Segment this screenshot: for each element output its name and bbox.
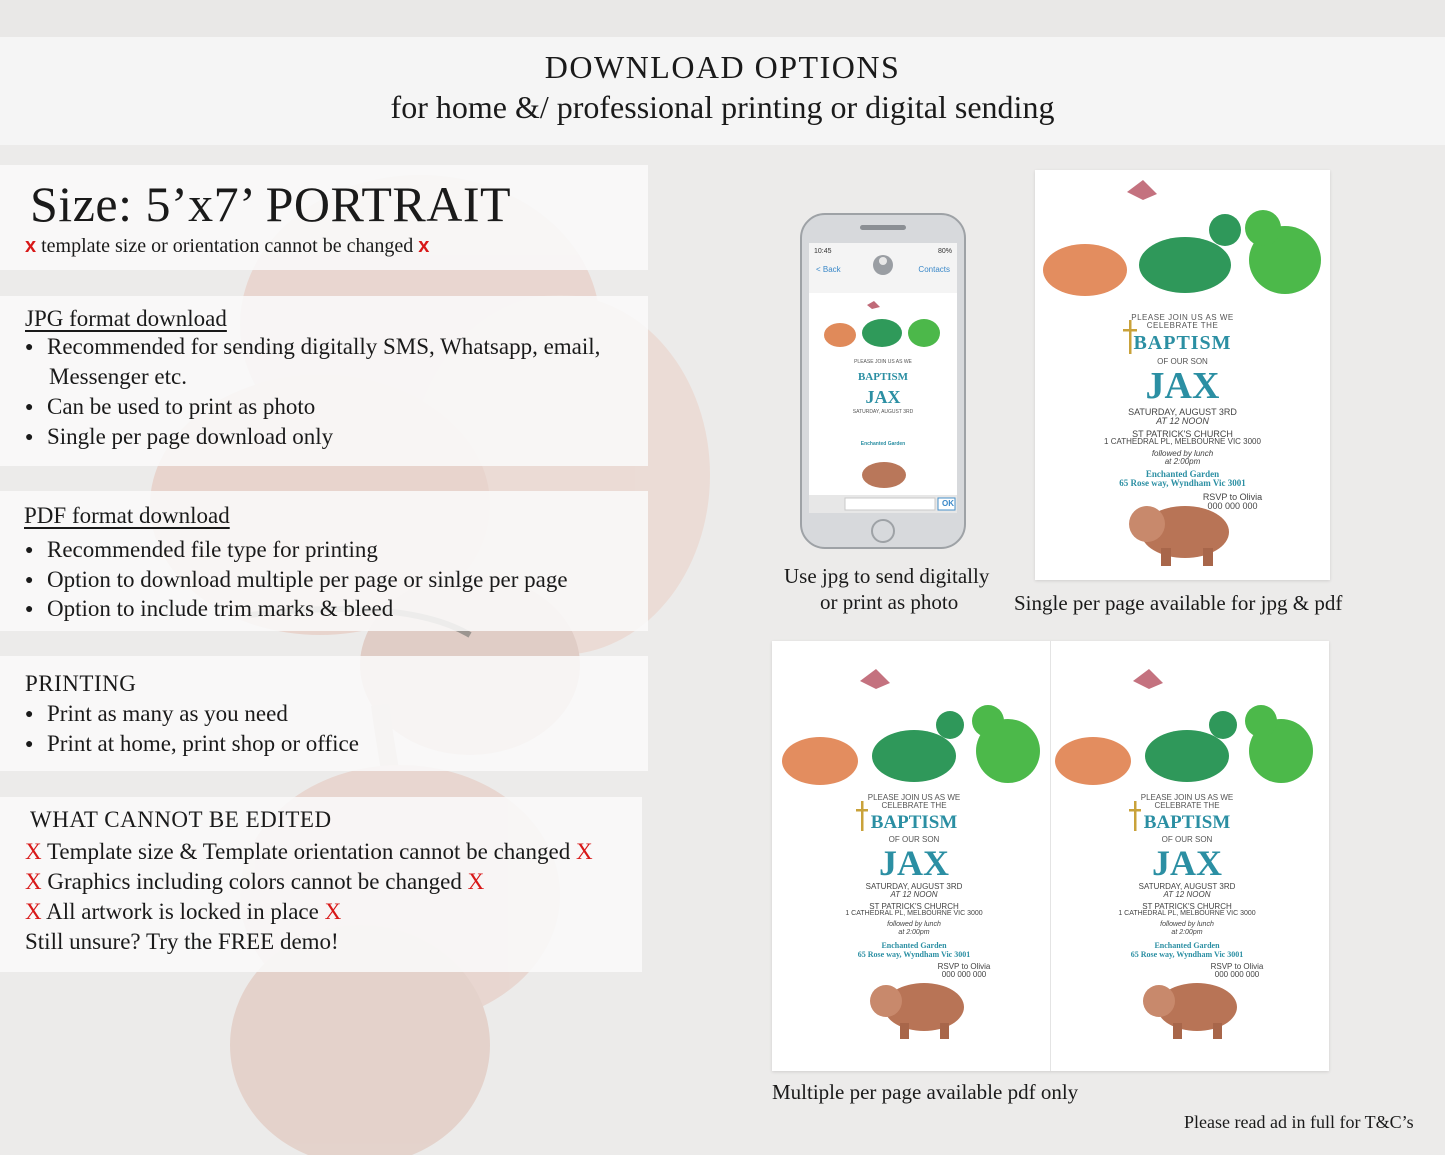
list-item: X Template size & Template orientation cannot be changed X (25, 839, 593, 864)
dinosaur-group-icon (1035, 170, 1330, 310)
caption-phone-2: or print as photo (820, 590, 959, 614)
invite-church-address: 1 CATHEDRAL PL, MELBOURNE VIC 3000 (1104, 437, 1261, 446)
invite-date: SATURDAY, AUGUST 3RD (865, 882, 963, 891)
x-mark-icon: x (25, 235, 37, 257)
back-button[interactable]: < Back (816, 265, 841, 274)
invite-event: BAPTISM (870, 812, 958, 833)
invite-intro-2: CELEBRATE THE (881, 801, 947, 810)
send-button[interactable]: OK (942, 499, 954, 508)
list-item: ● Can be used to print as photo (25, 394, 316, 419)
list-item: ● Option to download multiple per page or sinlge per page (25, 567, 568, 592)
invite-date: SATURDAY, AUGUST 3RD (1138, 882, 1236, 891)
top-band (0, 0, 1445, 37)
x-mark-icon: X (467, 869, 485, 894)
invite-lunch-time: at 2:00pm (898, 929, 930, 936)
terms-note: Please read ad in full for T&C’s (1184, 1112, 1414, 1132)
dinosaur-group-icon (780, 651, 1048, 791)
phone-time: 10:45 (814, 248, 832, 255)
pdf-panel (0, 491, 648, 631)
invite-rsvp: RSVP to Olivia (1202, 492, 1263, 502)
phone-invite-event: BAPTISM (857, 371, 909, 383)
invite-rsvp: RSVP to Olivia (1210, 962, 1264, 971)
caption-phone-1: Use jpg to send digitally (784, 564, 990, 588)
invite-intro-1: PLEASE JOIN US AS WE (1140, 793, 1234, 802)
page-subtitle: for home &/ professional printing or digital sending (390, 89, 1055, 125)
sheet-invitation-left (780, 651, 1048, 1049)
size-panel (0, 165, 648, 270)
size-note (25, 235, 429, 258)
x-mark-icon: X (25, 899, 42, 924)
x-mark-icon: X (575, 839, 593, 864)
invite-phone: 000 000 000 (1207, 501, 1258, 511)
demo-note: Still unsure? Try the FREE demo! (25, 929, 339, 954)
invite-venue: Enchanted Garden (1154, 941, 1220, 950)
contacts-button[interactable]: Contacts (918, 265, 950, 274)
x-mark-icon: x (418, 235, 430, 257)
bullet-icon: ● (25, 602, 34, 617)
list-item: ● Option to include trim marks & bleed (25, 596, 394, 621)
bullet-icon: ● (25, 573, 34, 588)
invite-followed: followed by lunch (887, 921, 941, 928)
list-item: ● Single per page download only (25, 424, 334, 449)
invite-church: ST PATRICK'S CHURCH (1132, 429, 1233, 439)
invite-venue: Enchanted Garden (881, 941, 947, 950)
invite-time: AT 12 NOON (1163, 890, 1211, 899)
printing-heading: PRINTING (25, 671, 137, 696)
bullet-icon: ● (25, 707, 34, 722)
x-mark-icon: X (25, 869, 42, 894)
bullet-icon: ● (25, 400, 34, 415)
cannot-edit-heading: WHAT CANNOT BE EDITED (30, 807, 332, 832)
x-mark-icon: X (324, 899, 342, 924)
invite-of: OF OUR SON (1157, 357, 1208, 366)
jpg-heading: JPG format download (25, 306, 227, 331)
invite-phone: 000 000 000 (1214, 970, 1260, 979)
bullet-icon: ● (25, 543, 34, 558)
bullet-icon: ● (25, 340, 34, 355)
single-invitation-card (1035, 170, 1330, 580)
dinosaur-group-icon (812, 297, 954, 357)
caption-multiple: Multiple per page available pdf only (772, 1080, 1079, 1104)
multiple-invitation-sheet (772, 641, 1329, 1071)
list-item: ● Recommended for sending digitally SMS, Whatsapp, email, (25, 334, 601, 359)
invite-church: ST PATRICK'S CHURCH (1142, 902, 1232, 911)
pdf-heading: PDF format download (24, 503, 230, 528)
trim-line (1050, 641, 1051, 1071)
list-item: Messenger etc. (49, 364, 187, 389)
header (0, 37, 1445, 145)
invite-rsvp: RSVP to Olivia (937, 962, 991, 971)
invite-intro-1: PLEASE JOIN US AS WE (1131, 313, 1234, 322)
list-item: X All artwork is locked in place X (25, 899, 342, 924)
invite-venue: Enchanted Garden (1145, 469, 1220, 479)
invite-of: OF OUR SON (888, 835, 940, 844)
invite-intro-2: CELEBRATE THE (1154, 801, 1220, 810)
phone-invite-venue: Enchanted Garden (860, 441, 906, 447)
triceratops-icon (864, 969, 968, 1043)
invite-phone: 000 000 000 (941, 970, 987, 979)
invite-intro-2: CELEBRATE THE (1146, 321, 1219, 330)
phone-invite-name: JAX (865, 387, 901, 407)
invite-church-address: 1 CATHEDRAL PL, MELBOURNE VIC 3000 (845, 910, 983, 917)
invite-name: JAX (1145, 365, 1220, 407)
printing-panel (0, 656, 648, 771)
list-item: ● Print as many as you need (25, 701, 288, 726)
invite-followed: followed by lunch (1151, 449, 1214, 458)
list-item: ● Print at home, print shop or office (25, 731, 359, 756)
caption-single: Single per page available for jpg & pdf (1014, 591, 1343, 615)
invite-church-address: 1 CATHEDRAL PL, MELBOURNE VIC 3000 (1118, 910, 1256, 917)
invite-lunch-time: at 2:00pm (1171, 929, 1203, 936)
invite-name: JAX (879, 843, 949, 883)
phone-invite-intro: PLEASE JOIN US AS WE (854, 359, 912, 365)
invite-event: BAPTISM (1143, 812, 1231, 833)
size-note-text: template size or orientation cannot be changed (41, 235, 414, 257)
cannot-edit-panel (0, 797, 642, 972)
invite-venue-address: 65 Rose way, Wyndham Vic 3001 (1130, 950, 1244, 959)
phone-battery: 80% (937, 248, 952, 255)
phone-invite-date: SATURDAY, AUGUST 3RD (852, 409, 914, 415)
invite-venue-address: 65 Rose way, Wyndham Vic 3001 (1119, 478, 1246, 488)
invite-name: JAX (1152, 843, 1222, 883)
triceratops-icon (1137, 969, 1241, 1043)
invite-lunch-time: at 2:00pm (1164, 457, 1201, 466)
triceratops-icon (858, 455, 910, 491)
bullet-icon: ● (25, 737, 34, 752)
jpg-panel (0, 296, 648, 466)
triceratops-icon (1123, 488, 1233, 570)
invite-date: SATURDAY, AUGUST 3RD (1128, 407, 1237, 417)
dinosaur-group-icon (1053, 651, 1321, 791)
sheet-invitation-right (1053, 651, 1321, 1049)
invite-time: AT 12 NOON (890, 890, 938, 899)
invite-event: BAPTISM (1133, 332, 1232, 354)
x-mark-icon: X (25, 839, 42, 864)
size-title: Size: 5’x7’ PORTRAIT (30, 176, 512, 232)
invite-venue-address: 65 Rose way, Wyndham Vic 3001 (857, 950, 971, 959)
phone-mockup (800, 213, 966, 549)
list-item: X Graphics including colors cannot be changed X (25, 869, 485, 894)
invite-intro-1: PLEASE JOIN US AS WE (867, 793, 961, 802)
bullet-icon: ● (25, 430, 34, 445)
invite-time: AT 12 NOON (1156, 416, 1209, 426)
invite-of: OF OUR SON (1161, 835, 1213, 844)
list-item: ● Recommended file type for printing (25, 537, 378, 562)
invite-church: ST PATRICK'S CHURCH (869, 902, 959, 911)
invite-followed: followed by lunch (1160, 921, 1214, 928)
page-title: DOWNLOAD OPTIONS (544, 49, 901, 85)
